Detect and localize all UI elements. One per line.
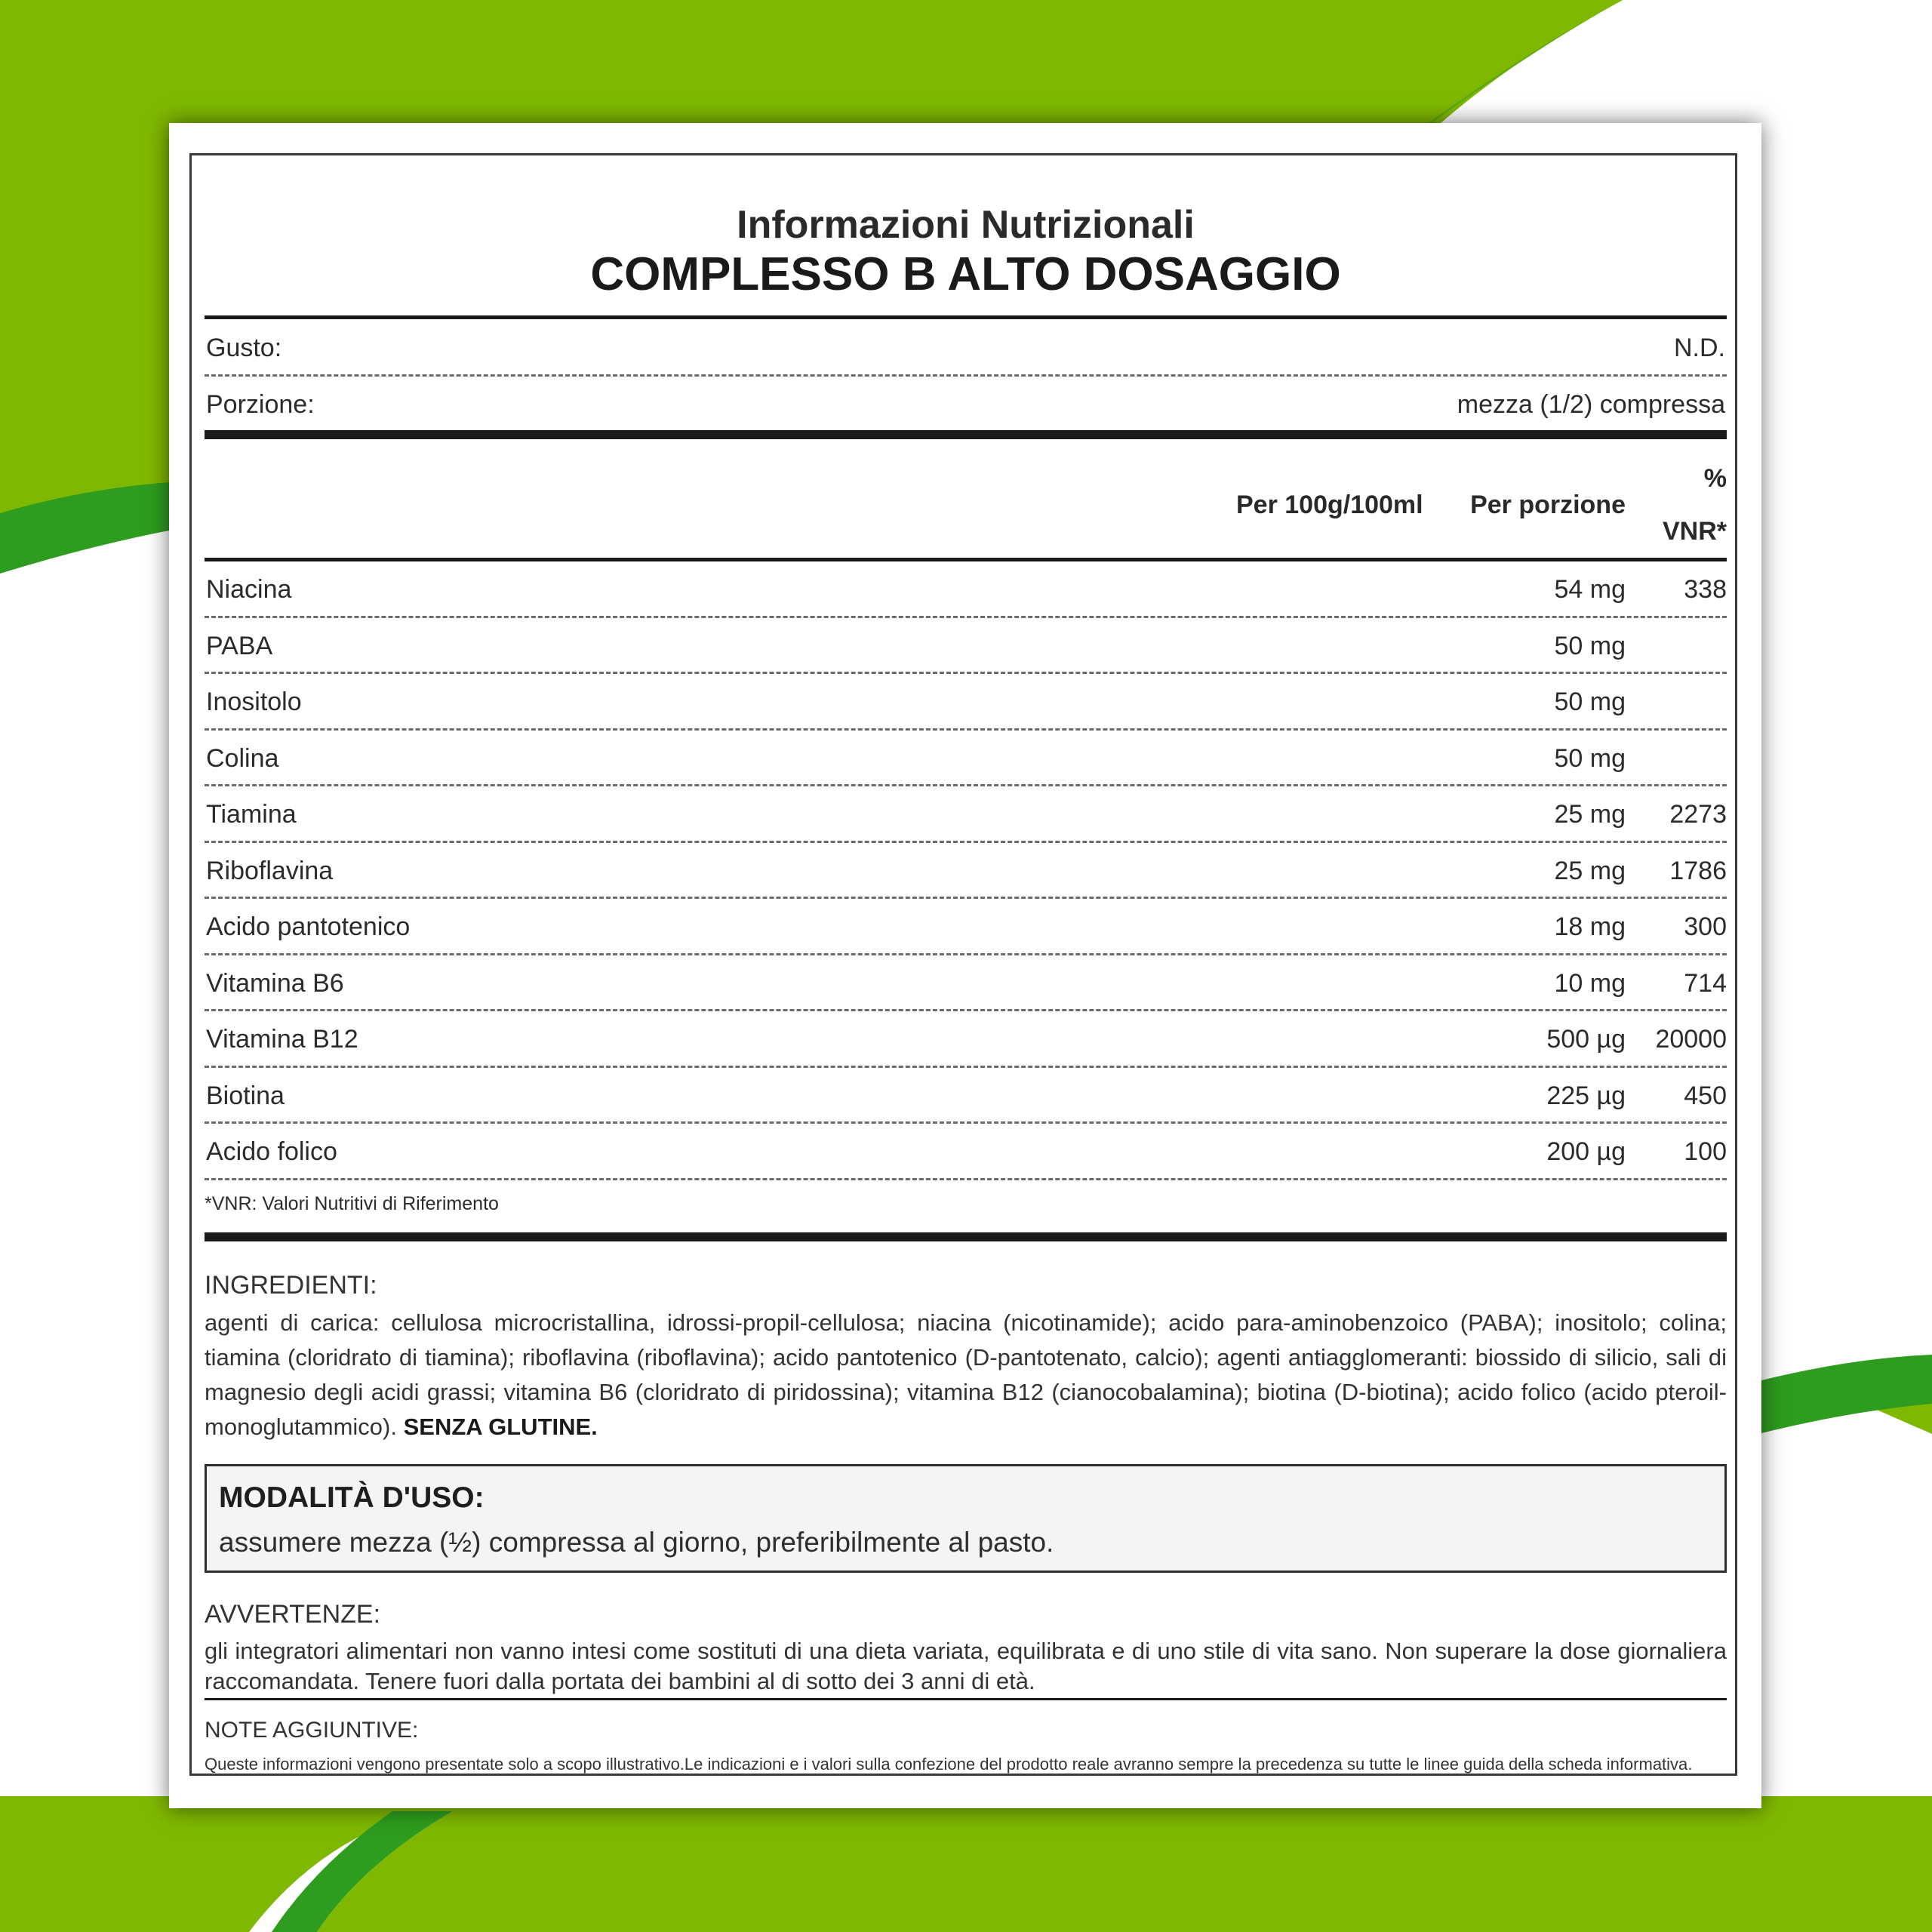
porzione-value: mezza (1/2) compressa: [1457, 390, 1725, 419]
avvertenze-rule: [205, 1698, 1727, 1700]
thick-rule: [205, 430, 1727, 439]
avvertenze-title: AVVERTENZE:: [205, 1600, 381, 1629]
per-porzione-value: 18 mg: [1554, 912, 1626, 941]
row-divider: [205, 1178, 1727, 1180]
porzione-label: Porzione:: [206, 390, 315, 419]
per-porzione-value: 200 µg: [1546, 1137, 1626, 1166]
ingredienti-body: agenti di carica: cellulosa microcristallina, idrossi-propil-cellulosa; niacina (nicotinamide); acido para-aminobenzoico (PABA); inositolo; colina; tiamina (cloridrato di tiamina); riboflavina (riboflavina); acido pantotenico (D-pantotenato, calcio); agenti antiagglomeranti: biossido di silicio, sali di magnesio degli acidi grassi; vitamina B6 (cloridrato di piridossina); vitamina B12 (cianocobalamina); biotina (D-biotina); acido folico (acido pteroil-monoglutammico).: [205, 1309, 1727, 1440]
vnr-value: 714: [1684, 968, 1727, 998]
note-text: Queste informazioni vengono presentate solo a scopo illustrativo.Le indicazioni e i valori sulla confezione del prodotto reale avranno sempre la precedenza su tutte le linee guida della scheda informativa.: [205, 1755, 1693, 1774]
senza-glutine: SENZA GLUTINE.: [403, 1414, 598, 1440]
table-row: [205, 899, 1727, 955]
table-row: [205, 731, 1727, 786]
nutrient-name: PABA: [206, 631, 273, 660]
modalita-title: MODALITÀ D'USO:: [219, 1481, 485, 1514]
gusto-label: Gusto:: [206, 334, 282, 362]
vnr-value: 450: [1684, 1081, 1727, 1110]
ingredienti-text: [205, 1306, 1727, 1444]
per-porzione-value: 25 mg: [1554, 800, 1626, 829]
table-row: [205, 1011, 1727, 1067]
nutrient-name: Vitamina B12: [206, 1025, 358, 1054]
col-per100-header: Per 100g/100ml: [1236, 491, 1423, 519]
modalita-text: assumere mezza (½) compressa al giorno, preferibilmente al pasto.: [219, 1527, 1054, 1558]
nutrient-name: Riboflavina: [206, 856, 334, 885]
table-row: [205, 843, 1727, 899]
gusto-row: [205, 320, 1727, 376]
gusto-value: N.D.: [1674, 334, 1725, 362]
col-porzione-header: Per porzione: [1470, 491, 1626, 519]
per-porzione-value: 500 µg: [1546, 1025, 1626, 1054]
nutrient-name: Vitamina B6: [206, 968, 344, 998]
nutrition-label-card: [169, 123, 1761, 1808]
nutrient-name: Acido folico: [206, 1137, 337, 1166]
title-rule: [205, 315, 1727, 319]
nutrient-name: Inositolo: [206, 688, 302, 716]
vnr-value: 20000: [1655, 1025, 1727, 1054]
label-title: Informazioni Nutrizionali: [737, 203, 1195, 247]
vnr-footnote: *VNR: Valori Nutritivi di Riferimento: [205, 1193, 499, 1214]
nutrient-name: Acido pantotenico: [206, 912, 411, 941]
col-vnr-pct-header: %: [1703, 464, 1727, 493]
table-row: [205, 618, 1727, 674]
col-vnr-header: VNR*: [1662, 517, 1727, 546]
per-porzione-value: 50 mg: [1554, 631, 1626, 660]
table-row: [205, 1124, 1727, 1180]
per-porzione-value: 10 mg: [1554, 968, 1626, 998]
vnr-value: 2273: [1669, 800, 1727, 829]
label-frame: [189, 153, 1737, 1776]
table-row: [205, 1068, 1727, 1124]
nutrient-name: Biotina: [206, 1081, 285, 1110]
nutrient-name: Niacina: [206, 575, 292, 604]
product-name: COMPLESSO B ALTO DOSAGGIO: [590, 248, 1341, 300]
per-porzione-value: 225 µg: [1546, 1081, 1626, 1110]
avvertenze-text: gli integratori alimentari non vanno intesi come sostituti di una dieta variata, equilibrata e di uno stile di vita sano. Non superare la dose giornaliera raccomandata. Tenere fuori dalla portata dei bambini al di sotto dei 3 anni di età.: [205, 1638, 1727, 1694]
per-porzione-value: 25 mg: [1554, 856, 1626, 885]
ingredienti-title: INGREDIENTI:: [205, 1271, 377, 1300]
vnr-value: 338: [1684, 575, 1727, 604]
porzione-row: [205, 377, 1727, 432]
vnr-value: 300: [1684, 912, 1727, 941]
nutrient-name: Colina: [206, 743, 279, 773]
note-title: NOTE AGGIUNTIVE:: [205, 1718, 419, 1743]
per-porzione-value: 50 mg: [1554, 743, 1626, 773]
per-porzione-value: 50 mg: [1554, 688, 1626, 716]
nutrient-name: Tiamina: [206, 800, 297, 829]
per-porzione-value: 54 mg: [1554, 575, 1626, 604]
table-row: [205, 955, 1727, 1011]
table-row: [205, 674, 1727, 730]
table-row: [205, 786, 1727, 842]
vnr-value: 100: [1684, 1137, 1727, 1166]
modalita-box: [205, 1464, 1727, 1573]
thick-rule-bottom: [205, 1232, 1727, 1241]
table-row: [205, 561, 1727, 617]
vnr-value: 1786: [1669, 856, 1727, 885]
